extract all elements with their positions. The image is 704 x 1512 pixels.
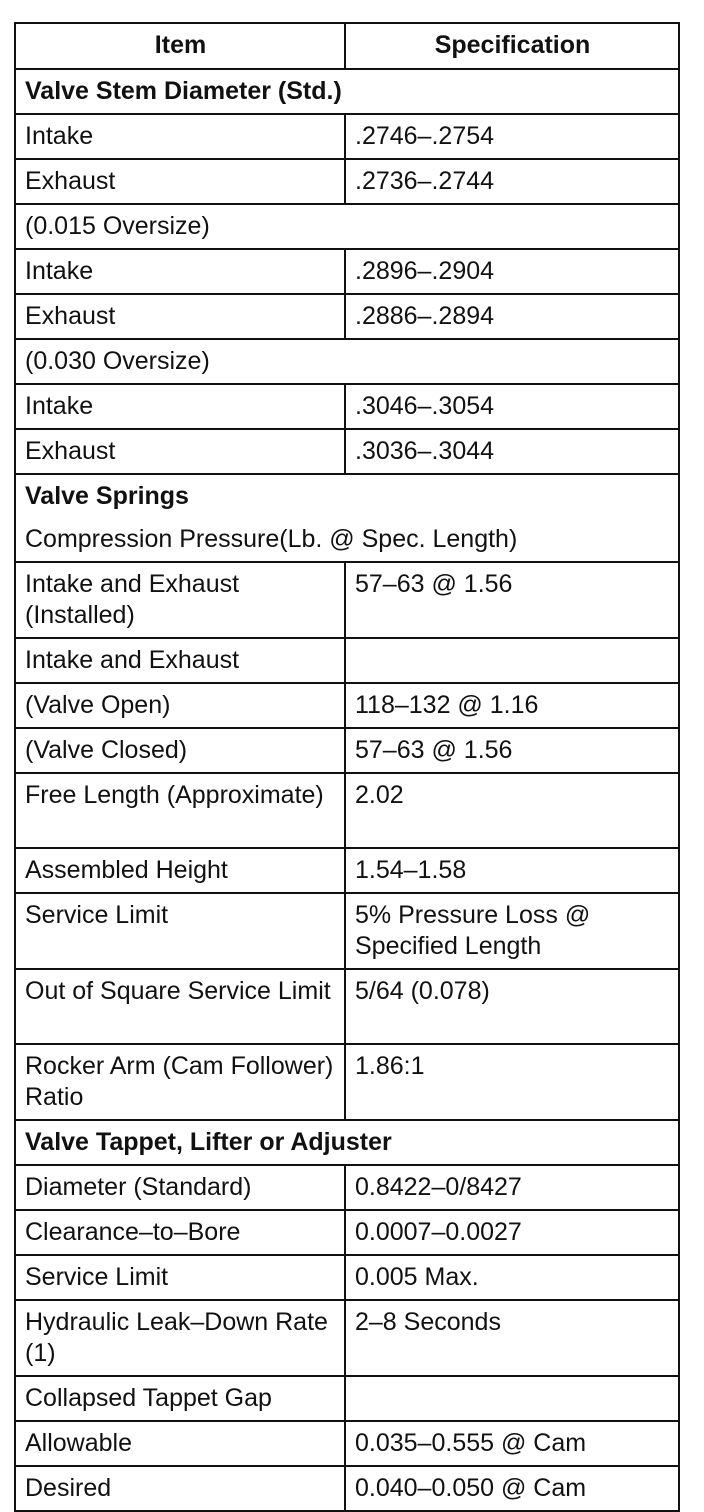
table-row xyxy=(15,1044,679,1120)
section-heading: Valve Tappet, Lifter or Adjuster xyxy=(15,1120,679,1165)
item-cell: Intake xyxy=(15,384,345,429)
subheading-cell: Compression Pressure(Lb. @ Spec. Length) xyxy=(15,518,679,562)
item-cell: Intake and Exhaust xyxy=(15,638,345,683)
item-cell: (Valve Open) xyxy=(15,683,345,728)
item-cell: Collapsed Tappet Gap xyxy=(15,1376,345,1421)
item-cell: Clearance–to–Bore xyxy=(15,1210,345,1255)
section-heading: Valve Springs xyxy=(15,474,679,518)
table-row xyxy=(15,1376,679,1421)
column-header-item: Item xyxy=(15,23,345,69)
table-row xyxy=(15,159,679,204)
subheading-row xyxy=(15,204,679,249)
spec-cell: .2736–.2744 xyxy=(345,159,679,204)
subheading-cell: (0.030 Oversize) xyxy=(15,339,679,384)
item-cell: Free Length (Approximate) xyxy=(15,773,345,848)
table-row xyxy=(15,728,679,773)
table-row xyxy=(15,294,679,339)
item-cell: Out of Square Service Limit xyxy=(15,969,345,1044)
table-row xyxy=(15,384,679,429)
item-cell: Service Limit xyxy=(15,893,345,969)
item-cell: Exhaust xyxy=(15,294,345,339)
item-cell: (Valve Closed) xyxy=(15,728,345,773)
spec-cell: 57–63 @ 1.56 xyxy=(345,562,679,638)
spec-cell: .2746–.2754 xyxy=(345,114,679,159)
table-row xyxy=(15,683,679,728)
spec-cell: .2886–.2894 xyxy=(345,294,679,339)
spec-cell: .2896–.2904 xyxy=(345,249,679,294)
spec-cell: 0.8422–0/8427 xyxy=(345,1165,679,1210)
spec-cell: 2.02 xyxy=(345,773,679,848)
table-row xyxy=(15,638,679,683)
item-cell: Hydraulic Leak–Down Rate (1) xyxy=(15,1300,345,1376)
spec-cell: 1.54–1.58 xyxy=(345,848,679,893)
item-cell: Intake and Exhaust (Installed) xyxy=(15,562,345,638)
subheading-cell: (0.015 Oversize) xyxy=(15,204,679,249)
table-row xyxy=(15,773,679,848)
subheading-row xyxy=(15,339,679,384)
valve-specification-table xyxy=(14,22,680,1512)
table-row xyxy=(15,969,679,1044)
spec-cell: 0.040–0.050 @ Cam xyxy=(345,1466,679,1511)
section-row xyxy=(15,474,679,518)
table-row xyxy=(15,1165,679,1210)
spec-cell: .3036–.3044 xyxy=(345,429,679,474)
item-cell: Diameter (Standard) xyxy=(15,1165,345,1210)
section-row xyxy=(15,69,679,114)
spec-cell xyxy=(345,638,679,683)
subheading-row xyxy=(15,518,679,562)
spec-cell: 1.86:1 xyxy=(345,1044,679,1120)
spec-cell: 0.0007–0.0027 xyxy=(345,1210,679,1255)
table-row xyxy=(15,429,679,474)
item-cell: Assembled Height xyxy=(15,848,345,893)
item-cell: Service Limit xyxy=(15,1255,345,1300)
table-row xyxy=(15,562,679,638)
item-cell: Exhaust xyxy=(15,429,345,474)
spec-cell: 57–63 @ 1.56 xyxy=(345,728,679,773)
table-row xyxy=(15,1421,679,1466)
table-row xyxy=(15,1300,679,1376)
table-row xyxy=(15,114,679,159)
item-cell: Allowable xyxy=(15,1421,345,1466)
table-row xyxy=(15,893,679,969)
spec-cell: 5/64 (0.078) xyxy=(345,969,679,1044)
item-cell: Desired xyxy=(15,1466,345,1511)
table-row xyxy=(15,249,679,294)
item-cell: Intake xyxy=(15,114,345,159)
item-cell: Rocker Arm (Cam Follower) Ratio xyxy=(15,1044,345,1120)
header-row xyxy=(15,23,679,69)
section-row xyxy=(15,1120,679,1165)
table-row xyxy=(15,1210,679,1255)
section-heading: Valve Stem Diameter (Std.) xyxy=(15,69,679,114)
item-cell: Exhaust xyxy=(15,159,345,204)
item-cell: Intake xyxy=(15,249,345,294)
spec-cell: .3046–.3054 xyxy=(345,384,679,429)
spec-cell: 2–8 Seconds xyxy=(345,1300,679,1376)
spec-cell: 5% Pressure Loss @ Specified Length xyxy=(345,893,679,969)
spec-cell: 118–132 @ 1.16 xyxy=(345,683,679,728)
table-row xyxy=(15,848,679,893)
spec-cell xyxy=(345,1376,679,1421)
table-row xyxy=(15,1255,679,1300)
column-header-specification: Specification xyxy=(345,23,679,69)
spec-cell: 0.035–0.555 @ Cam xyxy=(345,1421,679,1466)
table-row xyxy=(15,1466,679,1511)
spec-cell: 0.005 Max. xyxy=(345,1255,679,1300)
